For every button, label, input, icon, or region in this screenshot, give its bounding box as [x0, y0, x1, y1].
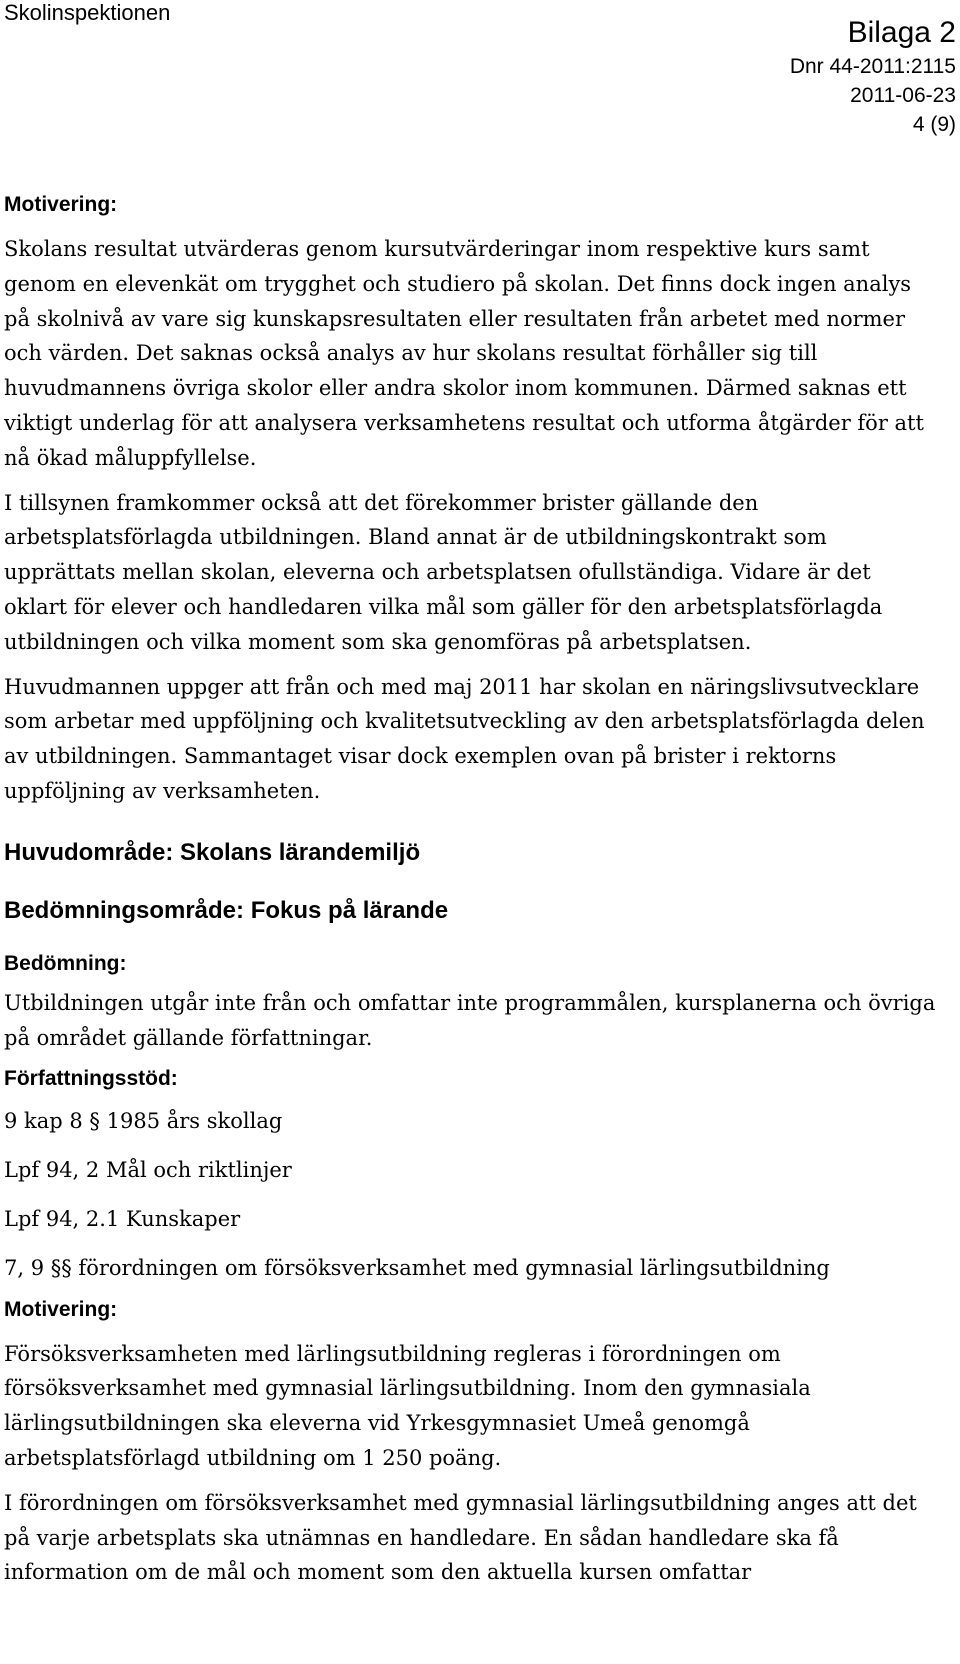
legal-reference: Lpf 94, 2 Mål och riktlinjer: [4, 1158, 292, 1183]
motivering-label: Motivering:: [4, 193, 118, 216]
legal-reference: Lpf 94, 2.1 Kunskaper: [4, 1206, 241, 1231]
legal-reference: 9 kap 8 § 1985 års skollag: [4, 1109, 283, 1134]
header-org: Skolinspektionen: [4, 0, 171, 25]
attachment-label: Bilaga 2: [847, 16, 956, 49]
document-date: 2011-06-23: [850, 84, 956, 107]
paragraph: I förordningen om försöksverksamhet med gymnasial lärlingsutbildning anges att det på varje arbetsplats ska utnämnas en handledare. En sådan handledare ska få information om de mål och moment som den aktuella kursen omfattar: [4, 1490, 917, 1585]
legal-support-label: Författningsstöd:: [4, 1067, 178, 1091]
motivering-label: Motivering:: [4, 1297, 118, 1321]
assessment-label: Bedömning:: [4, 951, 127, 975]
paragraph: Skolans resultat utvärderas genom kursutvärderingar inom respektive kurs samt genom en elevenkät om trygghet och studiero på skolan. Det finns dock ingen analys på skolnivå av vare sig kunskapsresultaten eller resultaten från arbetet med normer och värden. Det saknas också analys av hur skolans resultat förhåller sig till huvudmannens övriga skolor eller andra skolor inom kommunen. Därmed saknas ett viktigt underlag för att analysera verksamhetens resultat och utforma åtgärder för att nå ökad måluppfyllelse.: [4, 237, 924, 470]
paragraph: Huvudmannen uppger att från och med maj 2011 har skolan en näringslivsutvecklare som arbetar med uppföljning och kvalitetsutveckling av den arbetsplatsförlagda delen av utbildningen. Sammantaget visar dock exemplen ovan på brister i rektorns uppföljning av verksamheten.: [4, 674, 925, 803]
document-body: [4, 190, 939, 1590]
legal-reference: 7, 9 §§ förordningen om försöksverksamhet med gymnasial lärlingsutbildning: [4, 1255, 830, 1280]
assessment-area-heading: Bedömningsområde: Fokus på lärande: [4, 896, 449, 924]
main-area-heading: Huvudområde: Skolans lärandemiljö: [4, 838, 421, 866]
page-number: 4 (9): [912, 113, 956, 136]
paragraph: Försöksverksamheten med lärlingsutbildning regleras i förordningen om försöksverksamhet med gymnasial lärlingsutbildning. Inom den gymnasiala lärlingsutbildningen ska eleverna vid Yrkesgymnasiet Umeå genomgå arbetsplatsförlagd utbildning om 1 250 poäng.: [4, 1341, 811, 1470]
header-meta: [790, 14, 956, 139]
assessment-text: Utbildningen utgår inte från och omfattar inte programmålen, kursplanerna och övriga på området gällande författningar.: [4, 990, 936, 1050]
reference-number: Dnr 44-2011:2115: [789, 55, 956, 78]
paragraph: I tillsynen framkommer också att det förekommer brister gällande den arbetsplatsförlagda utbildningen. Bland annat är de utbildningskontrakt som upprättats mellan skolan, eleverna och arbetsplatsen ofullständiga. Vidare är det oklart för elever och handledaren vilka mål som gäller för den arbetsplatsförlagda utbildningen och vilka moment som ska genomföras på arbetsplatsen.: [4, 490, 883, 654]
